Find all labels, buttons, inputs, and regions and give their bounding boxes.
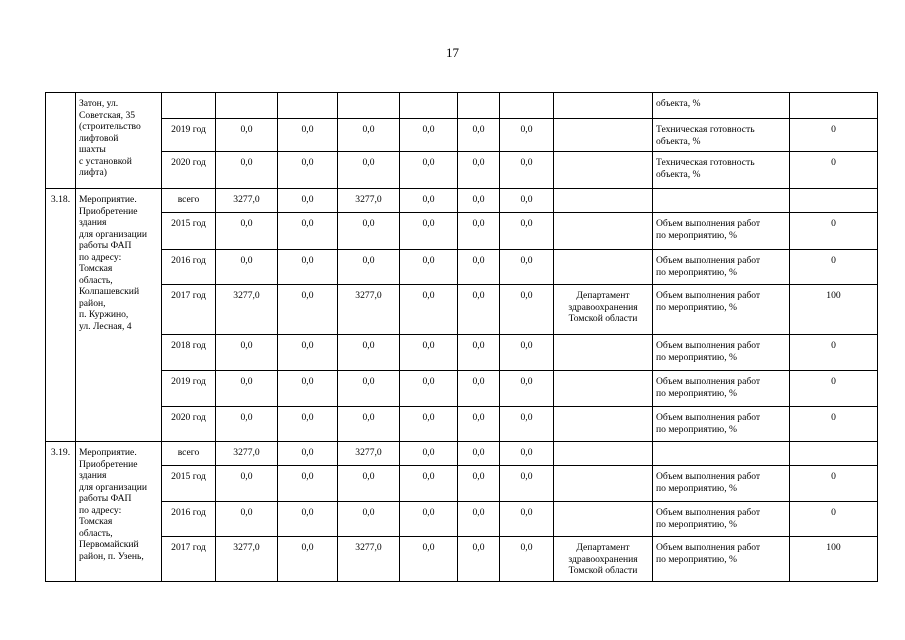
value-cell: 0,0 [216,119,278,152]
value-cell: 0,0 [400,371,458,407]
value-cell: 0,0 [458,442,500,466]
department-cell [554,189,653,213]
year-cell: 2015 год [162,466,216,502]
value-cell: 0,0 [500,285,554,335]
value-cell: 0,0 [458,285,500,335]
table-body [46,93,878,582]
department-cell [554,119,653,152]
value-cell: 0,0 [458,213,500,250]
year-cell: 2016 год [162,250,216,285]
item-name-cell: Мероприятие. Приобретение здания для организации работы ФАП по адресу: Томская область, Колпашевский район, п. Куржино, ул. Лесная, 4 [76,189,162,442]
table-row [46,442,878,466]
item-number-cell: 3.18. [46,189,76,442]
indicator-cell: Объем выполнения работ по мероприятию, % [653,335,790,371]
value-cell: 0,0 [500,502,554,537]
value-cell: 0,0 [278,189,338,213]
value-cell: 0,0 [500,537,554,582]
department-cell [554,466,653,502]
value-cell: 0,0 [400,335,458,371]
table-row [46,502,878,537]
value-cell: 0,0 [338,119,400,152]
department-cell [554,502,653,537]
table-row [46,407,878,442]
value-cell: 0,0 [400,285,458,335]
value-cell: 0,0 [338,466,400,502]
department-cell [554,152,653,189]
value-cell: 0,0 [400,407,458,442]
indicator-cell: Объем выполнения работ по мероприятию, % [653,407,790,442]
table-row [46,335,878,371]
value-cell [458,93,500,119]
value-cell: 0,0 [216,335,278,371]
department-cell [554,213,653,250]
item-name-cell: Мероприятие. Приобретение здания для организации работы ФАП по адресу: Томская область, Первомайский район, п. Узень, [76,442,162,582]
indicator-cell [653,189,790,213]
value-cell: 0,0 [400,119,458,152]
value-cell: 0,0 [458,189,500,213]
department-cell: Департамент здравоохранения Томской области [554,285,653,335]
target-value-cell: 100 [790,285,878,335]
year-cell: всего [162,442,216,466]
value-cell: 0,0 [458,335,500,371]
program-table [45,92,878,582]
value-cell: 0,0 [500,442,554,466]
value-cell [500,93,554,119]
value-cell: 0,0 [278,466,338,502]
value-cell: 0,0 [216,371,278,407]
table-row [46,285,878,335]
value-cell [338,93,400,119]
year-cell: всего [162,189,216,213]
value-cell: 3277,0 [338,189,400,213]
value-cell: 3277,0 [216,189,278,213]
value-cell: 0,0 [458,119,500,152]
target-value-cell: 0 [790,466,878,502]
value-cell: 0,0 [400,152,458,189]
indicator-cell: Объем выполнения работ по мероприятию, % [653,285,790,335]
value-cell: 0,0 [458,371,500,407]
value-cell: 0,0 [216,502,278,537]
target-value-cell [790,442,878,466]
year-cell: 2015 год [162,213,216,250]
department-cell [554,407,653,442]
table-row [46,119,878,152]
value-cell: 3277,0 [216,442,278,466]
value-cell [216,93,278,119]
value-cell: 0,0 [400,537,458,582]
year-cell [162,93,216,119]
indicator-cell: Техническая готовность объекта, % [653,152,790,189]
target-value-cell: 0 [790,213,878,250]
year-cell: 2019 год [162,371,216,407]
indicator-cell: Объем выполнения работ по мероприятию, % [653,213,790,250]
value-cell: 0,0 [500,250,554,285]
value-cell: 0,0 [500,466,554,502]
item-number-cell: 3.19. [46,442,76,582]
year-cell: 2019 год [162,119,216,152]
indicator-cell: Объем выполнения работ по мероприятию, % [653,250,790,285]
value-cell: 0,0 [216,407,278,442]
year-cell: 2020 год [162,152,216,189]
value-cell: 0,0 [216,213,278,250]
year-cell: 2018 год [162,335,216,371]
value-cell: 0,0 [458,502,500,537]
indicator-cell: Объем выполнения работ по мероприятию, % [653,537,790,582]
target-value-cell: 0 [790,152,878,189]
page-number: 17 [446,45,459,60]
value-cell: 0,0 [400,213,458,250]
value-cell: 0,0 [278,250,338,285]
table-row [46,189,878,213]
table-row [46,250,878,285]
table-row [46,371,878,407]
table-row [46,537,878,582]
indicator-cell: Техническая готовность объекта, % [653,119,790,152]
value-cell: 0,0 [278,335,338,371]
value-cell: 0,0 [278,371,338,407]
value-cell: 0,0 [400,442,458,466]
indicator-cell: объекта, % [653,93,790,119]
value-cell: 0,0 [278,407,338,442]
value-cell: 3277,0 [338,285,400,335]
table-row [46,152,878,189]
department-cell [554,371,653,407]
department-cell: Департамент здравоохранения Томской области [554,537,653,582]
target-value-cell [790,93,878,119]
department-cell [554,250,653,285]
value-cell: 0,0 [458,152,500,189]
value-cell: 0,0 [278,442,338,466]
value-cell: 0,0 [400,466,458,502]
value-cell: 0,0 [500,189,554,213]
target-value-cell: 0 [790,119,878,152]
value-cell: 0,0 [400,502,458,537]
item-name-cell: Затон, ул. Советская, 35 (строительство лифтовой шахты с установкой лифта) [76,93,162,189]
value-cell: 0,0 [500,213,554,250]
value-cell: 0,0 [500,119,554,152]
value-cell: 0,0 [458,537,500,582]
target-value-cell: 0 [790,371,878,407]
indicator-cell: Объем выполнения работ по мероприятию, % [653,502,790,537]
item-number-cell [46,93,76,189]
value-cell: 0,0 [216,250,278,285]
year-cell: 2020 год [162,407,216,442]
indicator-cell: Объем выполнения работ по мероприятию, % [653,466,790,502]
value-cell: 3277,0 [216,285,278,335]
indicator-cell: Объем выполнения работ по мероприятию, % [653,371,790,407]
value-cell: 0,0 [338,152,400,189]
value-cell: 0,0 [500,152,554,189]
value-cell: 0,0 [278,502,338,537]
value-cell: 0,0 [338,371,400,407]
department-cell [554,442,653,466]
value-cell: 0,0 [278,285,338,335]
value-cell: 0,0 [500,407,554,442]
value-cell: 0,0 [338,213,400,250]
value-cell: 0,0 [216,466,278,502]
value-cell: 0,0 [278,537,338,582]
year-cell: 2017 год [162,537,216,582]
target-value-cell: 100 [790,537,878,582]
value-cell: 0,0 [500,371,554,407]
indicator-cell [653,442,790,466]
value-cell: 3277,0 [338,442,400,466]
target-value-cell: 0 [790,407,878,442]
table-row [46,466,878,502]
value-cell: 0,0 [216,152,278,189]
value-cell: 0,0 [458,466,500,502]
table-row [46,93,878,119]
value-cell: 0,0 [458,407,500,442]
target-value-cell: 0 [790,335,878,371]
value-cell: 0,0 [400,189,458,213]
value-cell: 0,0 [278,152,338,189]
target-value-cell: 0 [790,250,878,285]
department-cell [554,335,653,371]
year-cell: 2017 год [162,285,216,335]
value-cell [278,93,338,119]
value-cell: 0,0 [500,335,554,371]
table-row [46,213,878,250]
value-cell: 0,0 [400,250,458,285]
target-value-cell [790,189,878,213]
target-value-cell: 0 [790,502,878,537]
department-cell [554,93,653,119]
value-cell: 3277,0 [216,537,278,582]
value-cell: 0,0 [338,407,400,442]
value-cell [400,93,458,119]
value-cell: 0,0 [338,335,400,371]
value-cell: 0,0 [338,250,400,285]
value-cell: 0,0 [278,119,338,152]
year-cell: 2016 год [162,502,216,537]
value-cell: 0,0 [278,213,338,250]
value-cell: 0,0 [458,250,500,285]
value-cell: 0,0 [338,502,400,537]
value-cell: 3277,0 [338,537,400,582]
